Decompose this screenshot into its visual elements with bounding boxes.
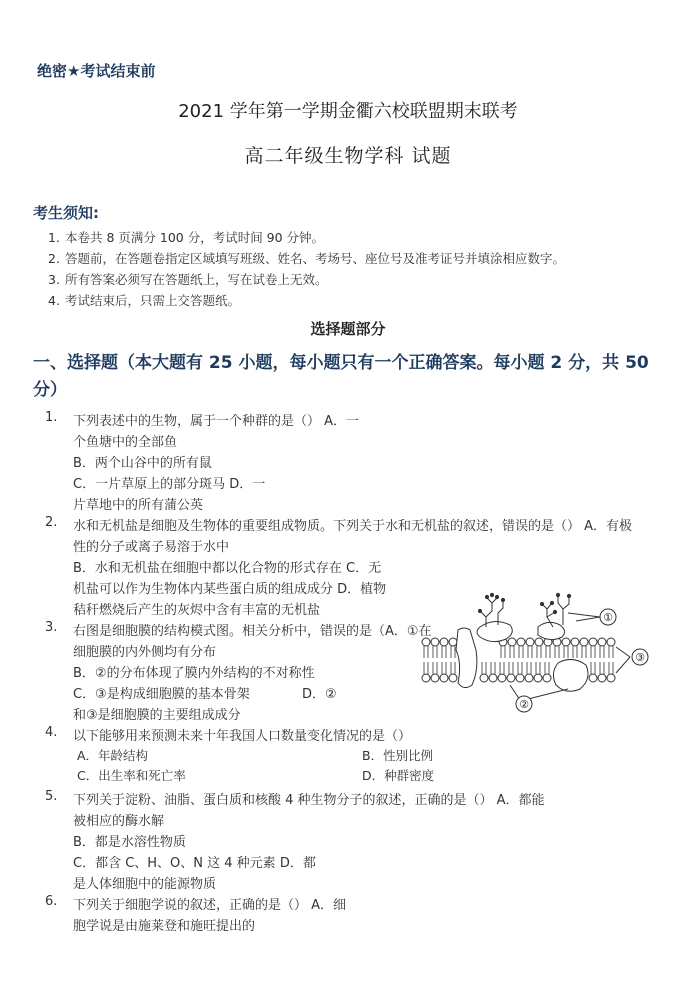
question-text: 个鱼塘中的全部鱼 [73,435,178,450]
question-text: 胞学说是由施莱登和施旺提出的 [73,919,256,934]
question-text: 下列表述中的生物，属于一个种群的是（） A．一 [73,414,360,429]
question-text: 和③是细胞膜的主要组成成分 [73,708,241,723]
question-text: 右图是细胞膜的结构模式图。相关分析中，错误的是（A．①在 [73,624,432,639]
notice-number: 1. [48,230,60,245]
notice-text: 所有答案必须写在答题纸上，写在试卷上无效。 [65,272,328,287]
question-text: D．② [302,687,337,702]
peripheral-protein [477,621,512,641]
part-title: 选择题部分 [310,320,386,338]
phospholipid-heads-top [422,638,615,646]
notice-text: 本卷共 8 页满分 100 分，考试时间 90 分钟。 [65,230,325,245]
notice-item [48,270,328,288]
notice-text: 答题前，在答题卷指定区域填写班级、姓名、考场号、座位号及准考证号并填涂相应数字。 [65,251,566,266]
question-number: 6. [45,894,58,909]
question-text: B．都是水溶性物质 [73,835,186,850]
section-heading: 一、选择题（本大题有 25 小题，每小题只有一个正确答案。每小题 2 分，共 50 分） [33,353,649,400]
question-text: 秸秆燃烧后产生的灰烬中含有丰富的无机盐 [73,603,321,618]
question-text: C．一片草原上的部分斑马 D．一 [73,477,266,492]
option-c: C．出生率和死亡率 [77,768,186,783]
option-b: B．性别比例 [362,748,434,763]
question-number: 5. [45,789,58,804]
question-text: 性的分子或离子易溶于水中 [73,540,230,555]
notice-item [48,291,240,309]
question-number: 2. [45,515,58,530]
leader-line [616,647,630,673]
notice-heading: 考生须知: [33,204,99,222]
question-text: B．②的分布体现了膜内外结构的不对称性 [73,666,315,681]
question-text: 细胞膜的内外侧均有分布 [73,645,217,660]
label-2: ② [519,698,529,711]
notice-number: 2. [48,251,60,266]
question-text: 下列关于细胞学说的叙述，正确的是（） A．细 [73,898,347,913]
question-text: B．水和无机盐在细胞中都以化合物的形式存在 C．无 [73,561,382,576]
option-a: A．年龄结构 [77,748,149,763]
question-number: 3. [45,620,58,635]
question-text: 以下能够用来预测未来十年我国人口数量变化情况的是（） [73,729,412,744]
confidential-mark: 绝密★考试结束前 [37,62,156,80]
question-text: 机盐可以作为生物体内某些蛋白质的组成成分 D．植物 [73,582,387,597]
question-text: 片草地中的所有蒲公英 [73,498,204,513]
question-text: C．③是构成细胞膜的基本骨架 [73,687,250,702]
question-text: C．都含 C、H、O、N 这 4 种元素 D．都 [73,856,316,871]
notice-number: 3. [48,272,60,287]
question-number: 1. [45,410,58,425]
notice-number: 4. [48,293,60,308]
question-text: 被相应的酶水解 [73,814,165,829]
notice-text: 考试结束后，只需上交答题纸。 [65,293,241,308]
notice-item [48,228,324,246]
exam-title: 2021 学年第一学期金衢六校联盟期末联考 [178,101,518,122]
embedded-protein [553,659,588,691]
label-3: ③ [635,651,645,664]
notice-item [48,249,565,267]
cell-membrane-diagram [418,585,653,715]
transmembrane-protein [456,628,477,688]
leader-line [568,613,600,621]
label-1: ① [603,611,613,624]
question-text: 下列关于淀粉、油脂、蛋白质和核酸 4 种生物分子的叙述，正确的是（） A．都能 [73,793,545,808]
option-d: D．种群密度 [362,768,435,783]
exam-subtitle: 高二年级生物学科 试题 [244,145,452,167]
question-text: B．两个山谷中的所有鼠 [73,456,212,471]
question-text: 是人体细胞中的能源物质 [73,877,217,892]
question-text: 水和无机盐是细胞及生物体的重要组成物质。下列关于水和无机盐的叙述，错误的是（） A．有极 [73,519,633,534]
question-number: 4. [45,725,58,740]
